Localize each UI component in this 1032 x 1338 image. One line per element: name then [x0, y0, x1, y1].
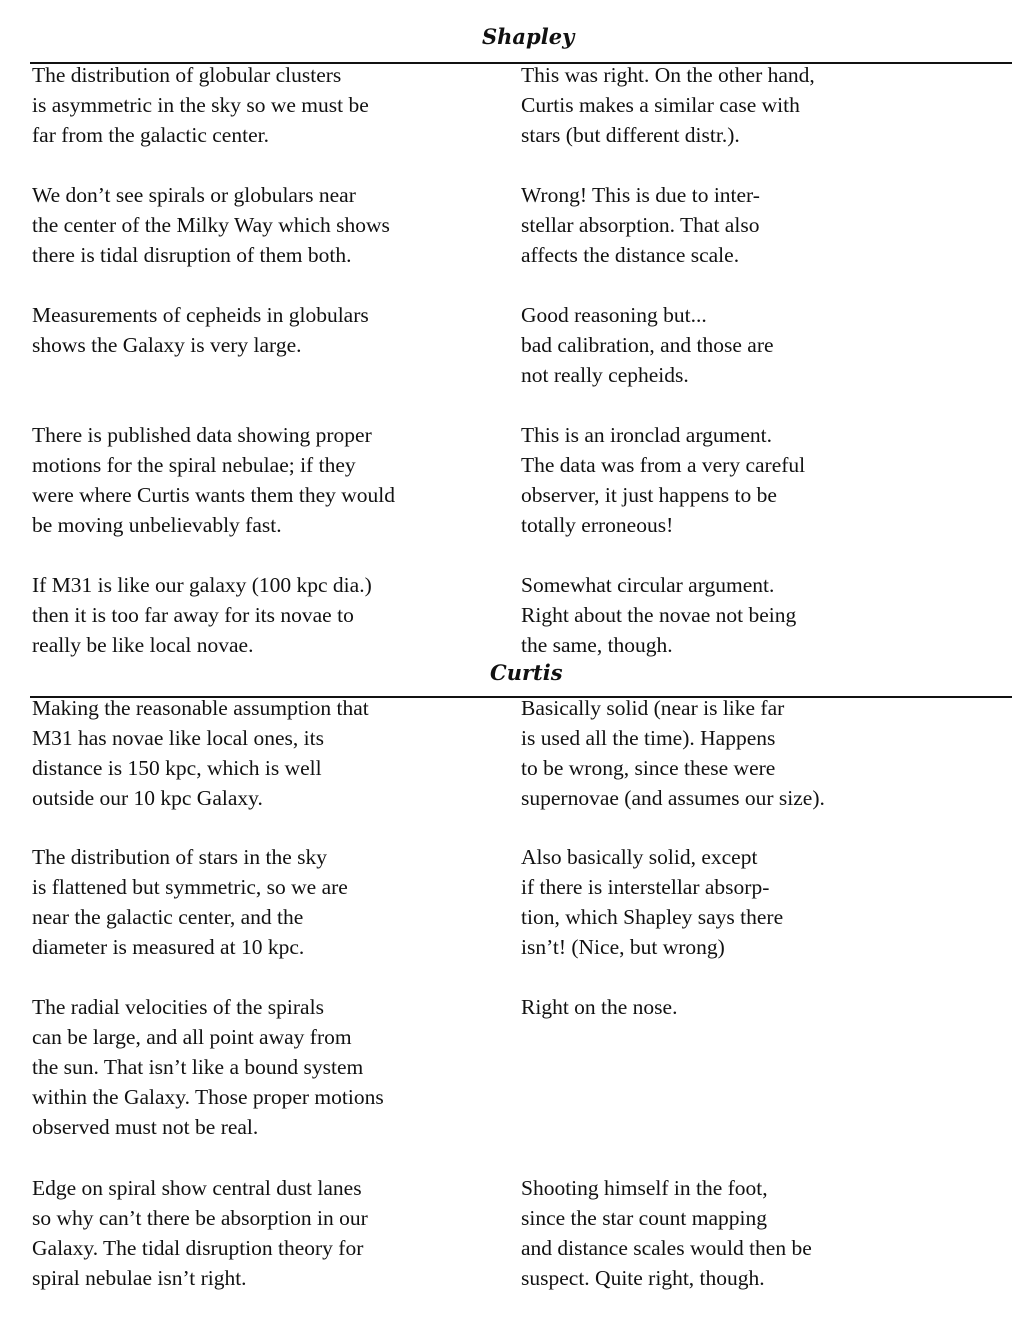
shapley-comment-3: Good reasoning but... bad calibration, and those are not really cepheids.	[521, 303, 774, 387]
shapley-claim-2: We don’t see spirals or globulars near the center of the Milky Way which shows there is tidal disruption of them both.	[32, 183, 390, 267]
curtis-comment-1: Basically solid (near is like far is used all the time). Happens to be wrong, since these were supernovae (and assumes our size).	[521, 696, 825, 810]
shapley-comment-5: Somewhat circular argument. Right about the novae not being the same, though.	[521, 573, 797, 657]
curtis-claim-3: The radial velocities of the spirals can be large, and all point away from the sun. That isn’t like a bound system within the Galaxy. Those proper motions observed must not be real.	[32, 995, 384, 1139]
curtis-comment-3: Right on the nose.	[521, 995, 678, 1019]
shapley-comment-4: This is an ironclad argument. The data was from a very careful observer, it just happens to be totally erroneous!	[521, 423, 806, 537]
curtis-comment-4: Shooting himself in the foot, since the star count mapping and distance scales would then be suspect. Quite right, though.	[521, 1176, 812, 1290]
shapley-comment-1: This was right. On the other hand, Curtis makes a similar case with stars (but different distr.).	[521, 63, 815, 147]
curtis-comment-2: Also basically solid, except if there is interstellar absorp- tion, which Shapley says there isn’t! (Nice, but wrong)	[521, 845, 784, 959]
shapley-claim-3: Measurements of cepheids in globulars shows the Galaxy is very large.	[32, 303, 369, 357]
curtis-claim-4: Edge on spiral show central dust lanes so why can’t there be absorption in our Galaxy. The tidal disruption theory for spiral nebulae isn’t right.	[32, 1176, 368, 1290]
shapley-claim-1: The distribution of globular clusters is asymmetric in the sky so we must be far from the galactic center.	[32, 63, 369, 147]
shapley-comment-2: Wrong! This is due to inter- stellar absorption. That also affects the distance scale.	[521, 183, 760, 267]
section-title-curtis: Curtis	[490, 660, 563, 685]
section-title-shapley: Shapley	[482, 24, 575, 49]
shapley-claim-4: There is published data showing proper motions for the spiral nebulae; if they were where Curtis wants them they would be moving unbelievably fast.	[32, 423, 396, 537]
curtis-claim-2: The distribution of stars in the sky is flattened but symmetric, so we are near the galactic center, and the diameter is measured at 10 kpc.	[32, 845, 348, 959]
shapley-claim-5: If M31 is like our galaxy (100 kpc dia.) then it is too far away for its novae to really be like local novae.	[32, 573, 372, 657]
curtis-claim-1: Making the reasonable assumption that M31 has novae like local ones, its distance is 150 kpc, which is well outside our 10 kpc Galaxy.	[32, 696, 369, 810]
